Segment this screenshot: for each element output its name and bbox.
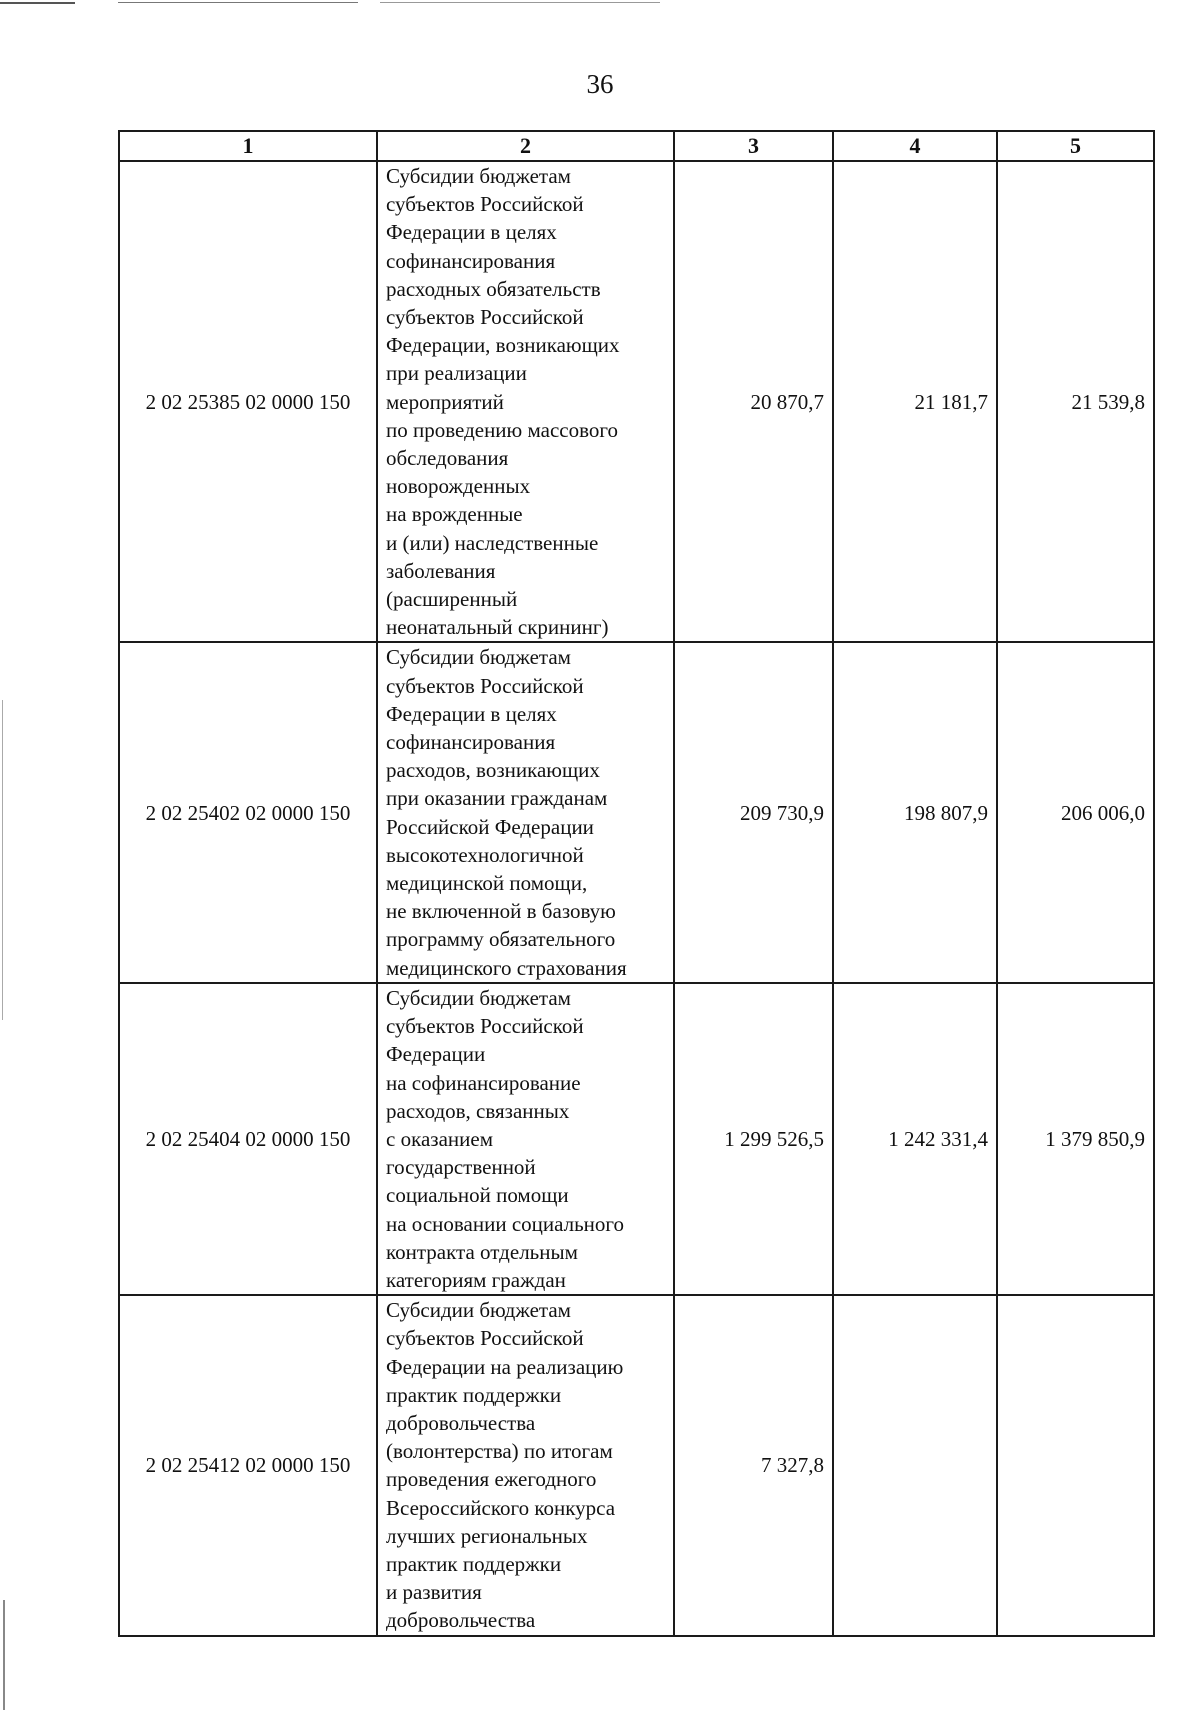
amount-col-5-cell: 206 006,0 [997, 642, 1154, 982]
scan-edge-mark [0, 2, 75, 4]
description-line: мероприятий [386, 389, 504, 414]
budget-code-cell: 2 02 25412 02 0000 150 [119, 1295, 377, 1635]
description-line: программу обязательного [386, 927, 616, 952]
description-line: Российской Федерации [386, 814, 594, 839]
description-line: субъектов Российской [386, 305, 584, 330]
budget-code-cell: 2 02 25385 02 0000 150 [119, 161, 377, 642]
description-cell [377, 161, 674, 642]
description-line: с оказанием [386, 1126, 493, 1151]
description-line: практик поддержки [386, 1382, 562, 1407]
scan-edge-mark [118, 2, 358, 3]
description-line: субъектов Российской [386, 192, 584, 217]
description-line: заболевания [386, 558, 496, 583]
table-body [119, 131, 1154, 1636]
amount-col-5-cell: 1 379 850,9 [997, 983, 1154, 1295]
description-line: и (или) наследственные [386, 530, 599, 555]
amount-col-4-cell: 198 807,9 [833, 642, 997, 982]
description-line: (расширенный [386, 587, 518, 612]
description-line: государственной [386, 1155, 536, 1180]
budget-code-cell: 2 02 25402 02 0000 150 [119, 642, 377, 982]
description-cell [377, 983, 674, 1295]
amount-col-3-cell: 1 299 526,5 [674, 983, 833, 1295]
description-line: (волонтерства) по итогам [386, 1439, 613, 1464]
description-line: и развития [386, 1580, 482, 1605]
table-row [119, 642, 1154, 982]
description-line: расходных обязательств [386, 276, 601, 301]
column-header: 3 [674, 131, 833, 161]
description-line: лучших региональных [386, 1523, 588, 1548]
budget-table [118, 130, 1155, 1637]
description-line: проведения ежегодного [386, 1467, 597, 1492]
description-line: категориям граждан [386, 1267, 566, 1292]
amount-col-5-cell: 21 539,8 [997, 161, 1154, 642]
description-line: Всероссийского конкурса [386, 1495, 616, 1520]
description-line: софинансирования [386, 730, 556, 755]
column-header: 2 [377, 131, 674, 161]
amount-col-5-cell [997, 1295, 1154, 1635]
amount-col-3-cell: 7 327,8 [674, 1295, 833, 1635]
description-line: добровольчества [386, 1410, 536, 1435]
description-line: Федерации в целях [386, 220, 557, 245]
description-line: субъектов Российской [386, 1326, 584, 1351]
table-row [119, 1295, 1154, 1635]
page-number: 36 [586, 69, 614, 99]
description-line: при реализации [386, 361, 527, 386]
amount-col-3-cell: 20 870,7 [674, 161, 833, 642]
table-row [119, 161, 1154, 642]
description-line: высокотехнологичной [386, 842, 584, 867]
scan-edge-mark [380, 2, 660, 3]
scan-edge-mark [3, 1600, 5, 1710]
description-line: Субсидии бюджетам [386, 645, 571, 670]
table-row [119, 983, 1154, 1295]
description-line: на основании социального [386, 1211, 625, 1236]
description-line: медицинской помощи, [386, 871, 588, 896]
description-line: медицинского страхования [386, 955, 627, 980]
description-line: субъектов Российской [386, 673, 584, 698]
header-row [119, 131, 1154, 161]
description-line: Субсидии бюджетам [386, 164, 571, 188]
column-header: 1 [119, 131, 377, 161]
amount-col-4-cell: 21 181,7 [833, 161, 997, 642]
description-line: контракта отдельным [386, 1239, 578, 1264]
description-line: добровольчества [386, 1608, 536, 1633]
budget-code-cell: 2 02 25404 02 0000 150 [119, 983, 377, 1295]
description-line: не включенной в базовую [386, 899, 616, 924]
description-line: при оказании гражданам [386, 786, 608, 811]
description-line: расходов, возникающих [386, 758, 600, 783]
description-line: субъектов Российской [386, 1014, 584, 1039]
amount-col-4-cell [833, 1295, 997, 1635]
description-line: обследования [386, 446, 509, 471]
amount-col-4-cell: 1 242 331,4 [833, 983, 997, 1295]
description-line: новорожденных [386, 474, 531, 499]
description-line: на софинансирование [386, 1070, 581, 1095]
description-line: Субсидии бюджетам [386, 985, 571, 1010]
description-cell [377, 1295, 674, 1635]
description-line: расходов, связанных [386, 1098, 570, 1123]
scan-edge-mark [2, 700, 3, 1020]
column-header: 4 [833, 131, 997, 161]
description-line: социальной помощи [386, 1183, 569, 1208]
description-line: Федерации в целях [386, 701, 557, 726]
description-line: неонатальный скрининг) [386, 615, 609, 640]
description-cell [377, 642, 674, 982]
description-line: на врожденные [386, 502, 523, 527]
column-header: 5 [997, 131, 1154, 161]
description-line: Федерации на реализацию [386, 1354, 624, 1379]
description-line: практик поддержки [386, 1551, 562, 1576]
amount-col-3-cell: 209 730,9 [674, 642, 833, 982]
description-line: Федерации [386, 1042, 486, 1067]
description-line: Федерации, возникающих [386, 333, 620, 358]
description-line: по проведению массового [386, 417, 618, 442]
description-line: софинансирования [386, 248, 556, 273]
description-line: Субсидии бюджетам [386, 1298, 571, 1323]
